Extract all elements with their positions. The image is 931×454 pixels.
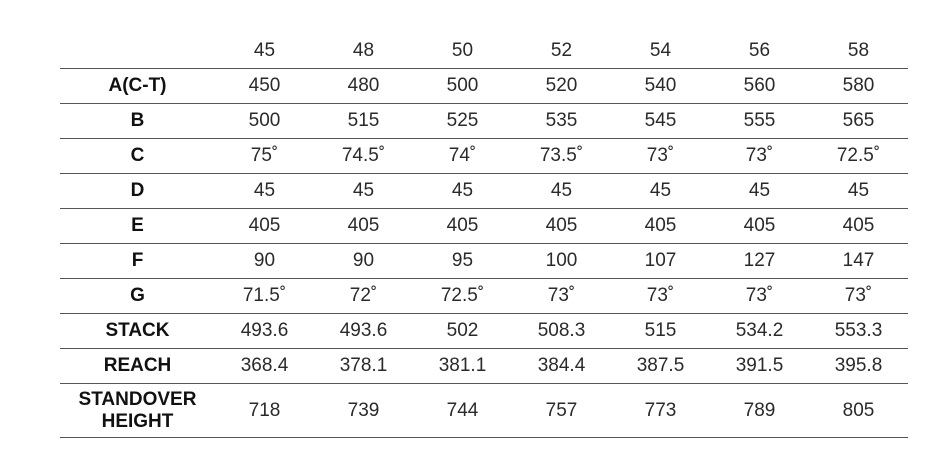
table-cell: 405 (314, 209, 413, 244)
table-cell: 45 (809, 174, 908, 209)
table-cell: 515 (314, 104, 413, 139)
table-cell: 540 (611, 69, 710, 104)
size-header: 48 (352, 40, 375, 61)
table-cell: 450 (215, 69, 314, 104)
table-cell: 387.5 (611, 349, 710, 384)
table-cell: 147 (809, 244, 908, 279)
table-cell: 45 (512, 174, 611, 209)
table-row-stack (60, 314, 908, 349)
table-cell: 789 (710, 384, 809, 438)
table-cell: 72.5˚ (413, 279, 512, 314)
row-label: D (60, 174, 215, 209)
table-cell: 72˚ (314, 279, 413, 314)
header-corner (60, 34, 215, 69)
table-cell: 405 (512, 209, 611, 244)
table-cell: 73˚ (710, 279, 809, 314)
table-cell: 405 (809, 209, 908, 244)
row-label: C (60, 139, 215, 174)
table-cell: 502 (413, 314, 512, 349)
table-cell: 107 (611, 244, 710, 279)
table-cell: 73.5˚ (512, 139, 611, 174)
table-cell: 368.4 (215, 349, 314, 384)
table-cell: 580 (809, 69, 908, 104)
table-cell: 515 (611, 314, 710, 349)
table-cell: 384.4 (512, 349, 611, 384)
table-cell: 534.2 (710, 314, 809, 349)
table-cell: 391.5 (710, 349, 809, 384)
table-cell: 553.3 (809, 314, 908, 349)
table-cell: 718 (215, 384, 314, 438)
row-label: REACH (60, 349, 215, 384)
table-row-e (60, 209, 908, 244)
table-cell: 500 (215, 104, 314, 139)
size-header-row (60, 34, 908, 69)
table-cell: 45 (413, 174, 512, 209)
table-cell: 45 (215, 174, 314, 209)
table-cell: 73˚ (512, 279, 611, 314)
size-header: 45 (253, 40, 276, 61)
table-row-standover-height (60, 384, 908, 438)
table-row-f (60, 244, 908, 279)
table-cell: 75˚ (215, 139, 314, 174)
size-header: 56 (748, 40, 771, 61)
table-cell: 405 (215, 209, 314, 244)
size-header: 58 (847, 40, 870, 61)
table-row-a-c-t (60, 69, 908, 104)
table-row-reach (60, 349, 908, 384)
table-cell: 100 (512, 244, 611, 279)
size-header: 50 (451, 40, 474, 61)
table-cell: 73˚ (710, 139, 809, 174)
table-cell: 480 (314, 69, 413, 104)
table-cell: 74.5˚ (314, 139, 413, 174)
table-cell: 71.5˚ (215, 279, 314, 314)
table-cell: 74˚ (413, 139, 512, 174)
row-label: E (60, 209, 215, 244)
row-label (60, 384, 215, 438)
table-cell: 565 (809, 104, 908, 139)
table-cell: 405 (413, 209, 512, 244)
table-cell: 395.8 (809, 349, 908, 384)
table-row-b (60, 104, 908, 139)
table-cell: 520 (512, 69, 611, 104)
table-cell: 500 (413, 69, 512, 104)
table-cell: 127 (710, 244, 809, 279)
row-label: A(C-T) (60, 69, 215, 104)
table-cell: 45 (611, 174, 710, 209)
table-row-g (60, 279, 908, 314)
table-row-d (60, 174, 908, 209)
row-label-line: HEIGHT (101, 410, 174, 432)
table-cell: 90 (314, 244, 413, 279)
table-cell: 555 (710, 104, 809, 139)
row-label-line: STANDOVER (78, 388, 197, 410)
geometry-table (60, 34, 908, 438)
table-cell: 90 (215, 244, 314, 279)
row-label: F (60, 244, 215, 279)
table-cell: 805 (809, 384, 908, 438)
table-cell: 73˚ (809, 279, 908, 314)
table-cell: 72.5˚ (809, 139, 908, 174)
row-label: G (60, 279, 215, 314)
table-cell: 757 (512, 384, 611, 438)
table-cell: 95 (413, 244, 512, 279)
table-cell: 493.6 (215, 314, 314, 349)
table-cell: 405 (611, 209, 710, 244)
table-cell: 378.1 (314, 349, 413, 384)
table-cell: 545 (611, 104, 710, 139)
table-cell: 493.6 (314, 314, 413, 349)
table-cell: 560 (710, 69, 809, 104)
table-cell: 739 (314, 384, 413, 438)
table-cell: 508.3 (512, 314, 611, 349)
table-cell: 535 (512, 104, 611, 139)
table-cell: 73˚ (611, 139, 710, 174)
size-header: 54 (649, 40, 672, 61)
table-cell: 525 (413, 104, 512, 139)
table-cell: 405 (710, 209, 809, 244)
table-cell: 45 (710, 174, 809, 209)
table-cell: 73˚ (611, 279, 710, 314)
table-cell: 773 (611, 384, 710, 438)
table-cell: 45 (314, 174, 413, 209)
size-header: 52 (550, 40, 573, 61)
row-label: STACK (60, 314, 215, 349)
table-cell: 744 (413, 384, 512, 438)
row-label: B (60, 104, 215, 139)
table-cell: 381.1 (413, 349, 512, 384)
table-row-c (60, 139, 908, 174)
